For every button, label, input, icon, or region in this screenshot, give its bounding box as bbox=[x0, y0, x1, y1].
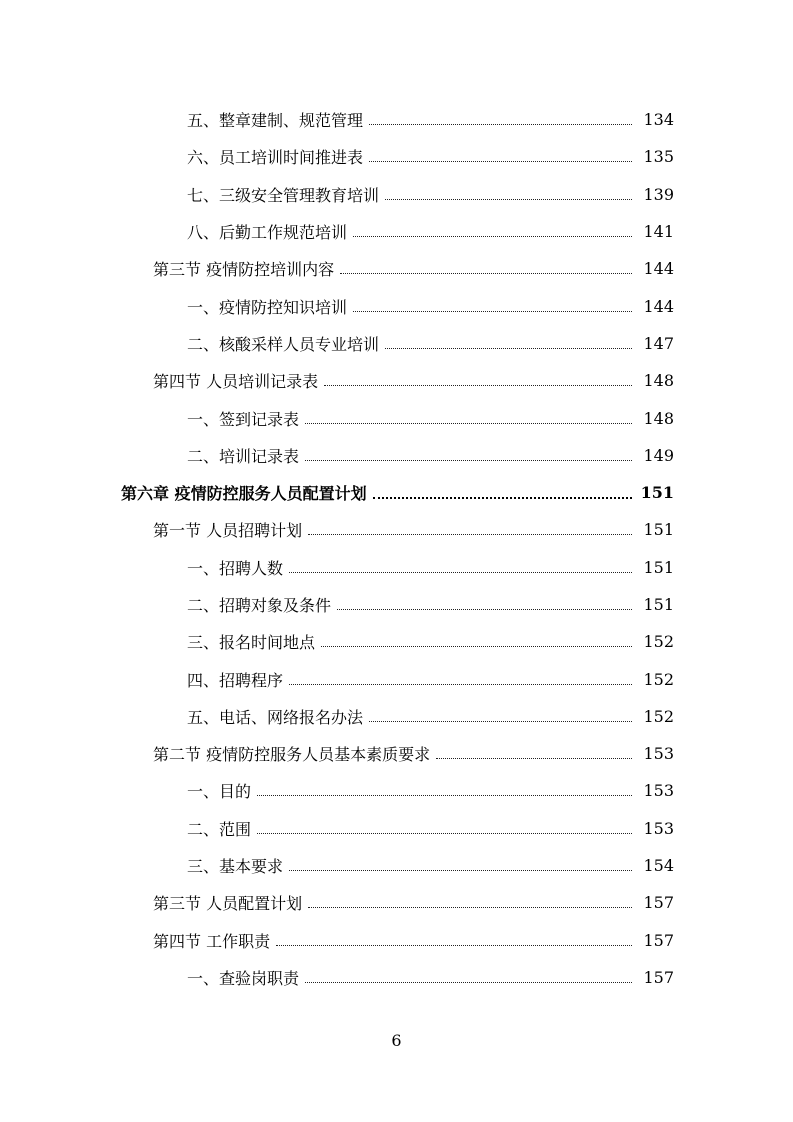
dot-leader bbox=[305, 982, 632, 983]
toc-item-entry[interactable] bbox=[0, 287, 793, 324]
dot-leader bbox=[340, 273, 632, 274]
toc-section-entry[interactable] bbox=[0, 250, 793, 287]
toc-section-entry[interactable] bbox=[0, 884, 793, 921]
toc-entry-page: 151 bbox=[643, 595, 674, 614]
dot-leader bbox=[385, 348, 632, 349]
toc-entry-page: 151 bbox=[640, 483, 674, 503]
toc-entry-title: 第二节 疫情防控服务人员基本素质要求 bbox=[153, 742, 434, 765]
toc-entry-page: 144 bbox=[643, 296, 674, 316]
toc-entry-page: 148 bbox=[643, 408, 674, 428]
toc-entry-title: 三、报名时间地点 bbox=[187, 630, 319, 653]
toc-entry-title: 第一节 人员招聘计划 bbox=[153, 518, 306, 541]
toc-entry-title: 五、电话、网络报名办法 bbox=[187, 705, 367, 728]
toc-item-entry[interactable] bbox=[0, 325, 793, 362]
dot-leader bbox=[385, 199, 632, 200]
toc-entry-page: 153 bbox=[643, 818, 674, 838]
dot-leader bbox=[257, 795, 632, 796]
toc-entry-title: 二、核酸采样人员专业培训 bbox=[187, 332, 383, 355]
toc-entry-title: 七、三级安全管理教育培训 bbox=[187, 183, 383, 206]
toc-entry-page: 157 bbox=[643, 930, 674, 950]
dot-leader bbox=[353, 236, 632, 237]
toc-item-entry[interactable] bbox=[0, 101, 793, 138]
toc-entry-title: 五、整章建制、规范管理 bbox=[187, 108, 367, 131]
toc-item-entry[interactable] bbox=[0, 549, 793, 586]
toc-entry-page: 134 bbox=[643, 110, 674, 130]
toc-entry-page: 144 bbox=[643, 259, 674, 279]
toc-entry-title: 第四节 人员培训记录表 bbox=[153, 369, 322, 392]
toc-item-entry[interactable] bbox=[0, 660, 793, 697]
page-number: 6 bbox=[391, 1031, 402, 1050]
dot-leader bbox=[257, 833, 632, 834]
dot-leader bbox=[436, 758, 632, 759]
toc-entry-page: 157 bbox=[643, 893, 674, 913]
dot-leader bbox=[369, 161, 632, 162]
toc-entry-title: 一、签到记录表 bbox=[187, 407, 303, 430]
table-of-contents bbox=[0, 101, 793, 996]
toc-section-entry[interactable] bbox=[0, 362, 793, 399]
toc-entry-title: 三、基本要求 bbox=[187, 854, 287, 877]
toc-entry-title: 第六章 疫情防控服务人员配置计划 bbox=[121, 481, 371, 504]
toc-entry-title: 第三节 人员配置计划 bbox=[153, 891, 306, 914]
toc-entry-page: 139 bbox=[643, 184, 674, 204]
toc-entry-page: 152 bbox=[643, 706, 674, 726]
toc-entry-page: 151 bbox=[643, 557, 674, 577]
dot-leader bbox=[305, 423, 632, 424]
toc-entry-title: 六、员工培训时间推进表 bbox=[187, 145, 367, 168]
toc-entry-title: 一、目的 bbox=[187, 779, 255, 802]
toc-item-entry[interactable] bbox=[0, 586, 793, 623]
toc-entry-page: 147 bbox=[643, 333, 674, 353]
toc-entry-title: 一、招聘人数 bbox=[187, 556, 287, 579]
toc-section-entry[interactable] bbox=[0, 922, 793, 959]
dot-leader bbox=[369, 721, 632, 722]
dot-leader bbox=[373, 497, 632, 499]
dot-leader bbox=[369, 124, 632, 125]
toc-item-entry[interactable] bbox=[0, 437, 793, 474]
dot-leader bbox=[276, 945, 632, 946]
toc-item-entry[interactable] bbox=[0, 623, 793, 660]
toc-entry-page: 153 bbox=[643, 744, 674, 764]
toc-entry-page: 154 bbox=[643, 856, 674, 876]
toc-section-entry[interactable] bbox=[0, 511, 793, 548]
toc-entry-title: 二、培训记录表 bbox=[187, 444, 303, 467]
toc-entry-page: 149 bbox=[643, 445, 674, 465]
dot-leader bbox=[289, 870, 632, 871]
toc-item-entry[interactable] bbox=[0, 847, 793, 884]
toc-item-entry[interactable] bbox=[0, 138, 793, 175]
toc-item-entry[interactable] bbox=[0, 772, 793, 809]
toc-entry-page: 152 bbox=[643, 632, 674, 652]
toc-chapter-entry[interactable] bbox=[0, 474, 793, 511]
dot-leader bbox=[305, 460, 632, 461]
toc-entry-page: 141 bbox=[643, 222, 674, 242]
toc-entry-page: 151 bbox=[643, 520, 674, 540]
toc-entry-page: 135 bbox=[643, 147, 674, 167]
dot-leader bbox=[289, 572, 632, 573]
dot-leader bbox=[308, 907, 632, 908]
toc-item-entry[interactable] bbox=[0, 399, 793, 436]
toc-entry-title: 二、招聘对象及条件 bbox=[187, 593, 335, 616]
toc-item-entry[interactable] bbox=[0, 810, 793, 847]
toc-section-entry[interactable] bbox=[0, 735, 793, 772]
toc-entry-title: 四、招聘程序 bbox=[187, 668, 287, 691]
toc-entry-title: 第三节 疫情防控培训内容 bbox=[153, 257, 338, 280]
toc-item-entry[interactable] bbox=[0, 176, 793, 213]
toc-entry-page: 152 bbox=[643, 669, 674, 689]
toc-entry-title: 一、疫情防控知识培训 bbox=[187, 295, 351, 318]
toc-entry-title: 二、范围 bbox=[187, 817, 255, 840]
toc-item-entry[interactable] bbox=[0, 213, 793, 250]
dot-leader bbox=[321, 646, 632, 647]
toc-entry-page: 148 bbox=[643, 371, 674, 391]
toc-entry-title: 八、后勤工作规范培训 bbox=[187, 220, 351, 243]
dot-leader bbox=[289, 684, 632, 685]
toc-entry-title: 第四节 工作职责 bbox=[153, 929, 274, 952]
toc-entry-page: 157 bbox=[643, 967, 674, 987]
dot-leader bbox=[337, 609, 632, 610]
dot-leader bbox=[353, 311, 632, 312]
toc-entry-page: 153 bbox=[643, 781, 674, 801]
toc-item-entry[interactable] bbox=[0, 698, 793, 735]
dot-leader bbox=[308, 534, 632, 535]
toc-item-entry[interactable] bbox=[0, 959, 793, 996]
dot-leader bbox=[324, 385, 632, 386]
toc-entry-title: 一、查验岗职责 bbox=[187, 966, 303, 989]
